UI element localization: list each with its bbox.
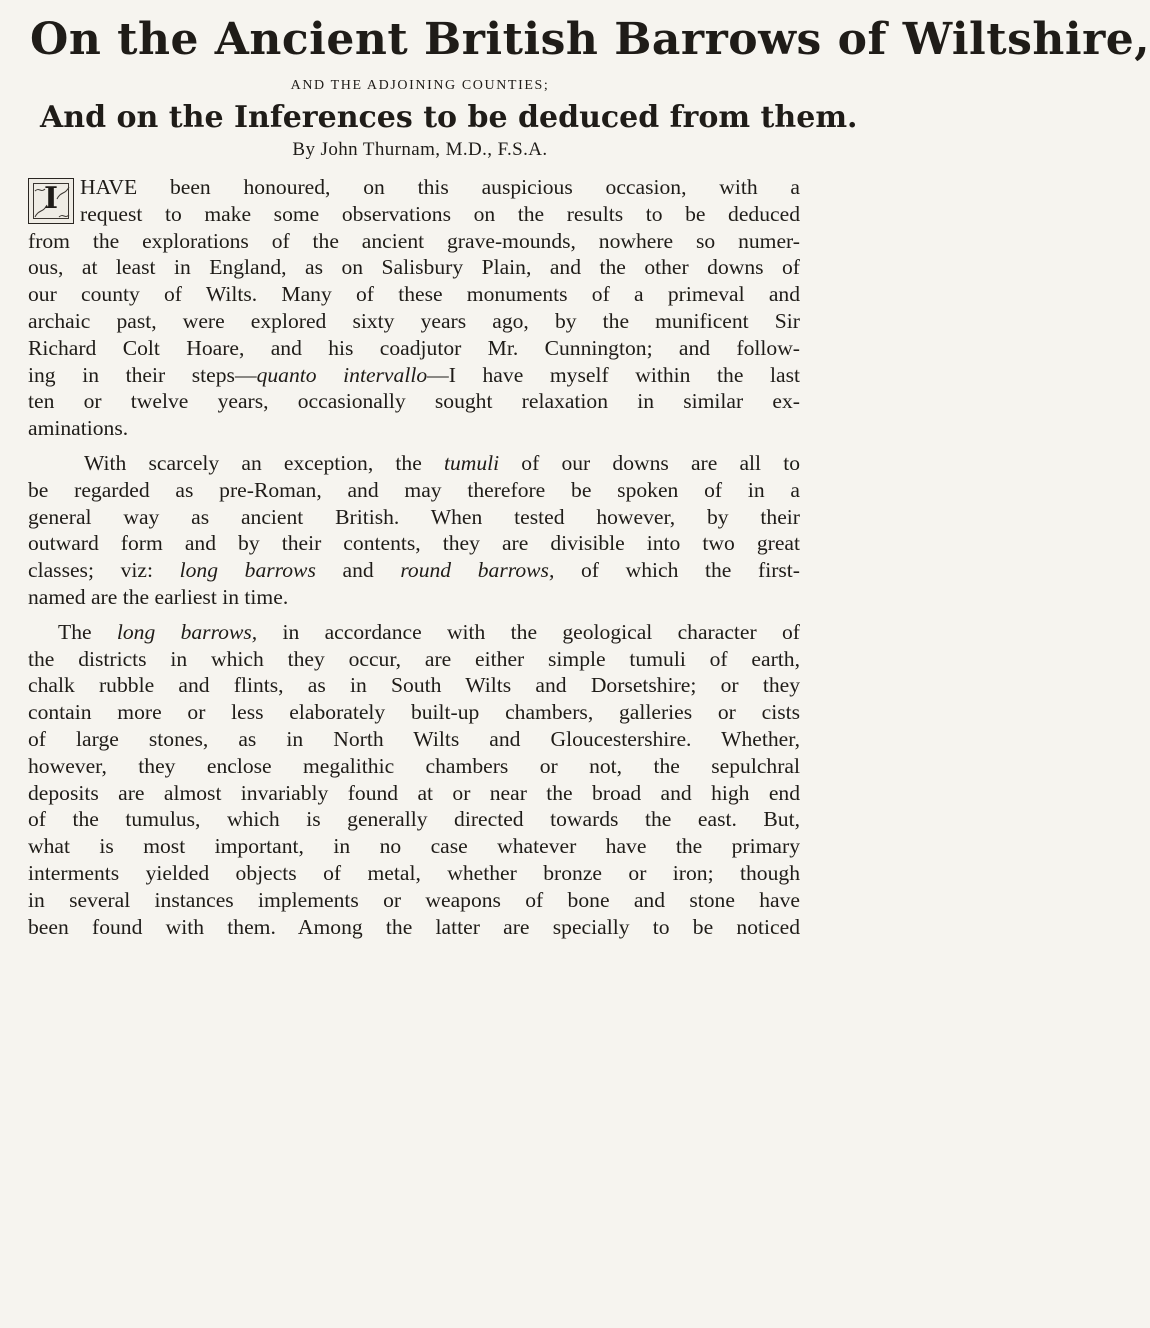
text-line: general way as ancient British. When tested however, by their (28, 504, 800, 529)
text-line: request to make some observations on the results to be deduced (80, 201, 800, 226)
text-line: outward form and by their contents, they are divisible into two great (28, 531, 800, 556)
italic-phrase: long barrows, (116, 619, 258, 644)
text-line: aminations. (28, 416, 129, 441)
page-subtitle: AND THE ADJOINING COUNTIES; (290, 78, 550, 93)
text-line: of the tumulus, which is generally directed towards the east. But, (28, 807, 800, 832)
text-line: be regarded as pre-Roman, and may therefore be spoken of in a (28, 477, 800, 502)
text-line: interments yielded objects of metal, whether bronze or iron; though (28, 860, 800, 885)
text-line: Richard Colt Hoare, and his coadjutor Mr. Cunnington; and follow- (28, 335, 800, 360)
page-title: On the Ancient British Barrows of Wiltshire, (30, 14, 1150, 65)
text-line: our county of Wilts. Many of these monuments of a primeval and (28, 282, 800, 307)
italic-phrase: round barrows, (400, 558, 555, 583)
text-line: archaic past, were explored sixty years ago, by the munificent Sir (28, 308, 800, 333)
drop-cap-letter: I (43, 181, 59, 216)
text-line: ing in their steps—quanto intervallo—I have myself within the last (28, 362, 801, 387)
text-line: chalk rubble and flints, as in South Wilts and Dorsetshire; or they (28, 673, 800, 698)
page-title-continuation: And on the Inferences to be deduced from them. (40, 100, 858, 135)
text-line: deposits are almost invariably found at or near the broad and high end (28, 780, 800, 805)
text-line: however, they enclose megalithic chambers or not, the sepulchral (28, 753, 800, 778)
paragraph-1 (28, 174, 800, 442)
text-line: from the explorations of the ancient grave-mounds, nowhere so numer- (28, 228, 800, 253)
text-line: The long barrows, in accordance with the geological character of (58, 619, 800, 644)
text-line: in several instances implements or weapons of bone and stone have (28, 887, 800, 912)
italic-phrase: tumuli (443, 450, 500, 475)
paragraph-3 (28, 619, 800, 941)
text-line: ten or twelve years, occasionally sought relaxation in similar ex- (28, 389, 800, 414)
article-body (28, 174, 800, 940)
text-line: ous, at least in England, as on Salisbury Plain, and the other downs of (28, 255, 800, 280)
drop-cap (28, 174, 78, 224)
text-line: named are the earliest in time. (28, 584, 289, 609)
text-line: of large stones, as in North Wilts and Gloucestershire. Whether, (28, 726, 800, 751)
text-line: With scarcely an exception, the tumuli of our downs are all to (84, 450, 800, 475)
italic-phrase: quanto intervallo (256, 362, 428, 387)
author-byline: By John Thurnam, M.D., F.S.A. (292, 139, 548, 160)
text-line: been found with them. Among the latter are specially to be noticed (28, 914, 800, 939)
text-line: the districts in which they occur, are either simple tumuli of earth, (28, 646, 800, 671)
italic-phrase: long barrows (179, 558, 316, 583)
paragraph-2 (28, 450, 800, 611)
text-line: what is most important, in no case whatever have the primary (28, 834, 800, 859)
text-line: HAVE been honoured, on this auspicious occasion, with a (80, 175, 800, 199)
ornamental-initial-icon (28, 178, 74, 224)
text-line: classes; viz: long barrows and round barrows, of which the first- (28, 558, 800, 583)
text-line: contain more or less elaborately built-up chambers, galleries or cists (28, 700, 800, 725)
